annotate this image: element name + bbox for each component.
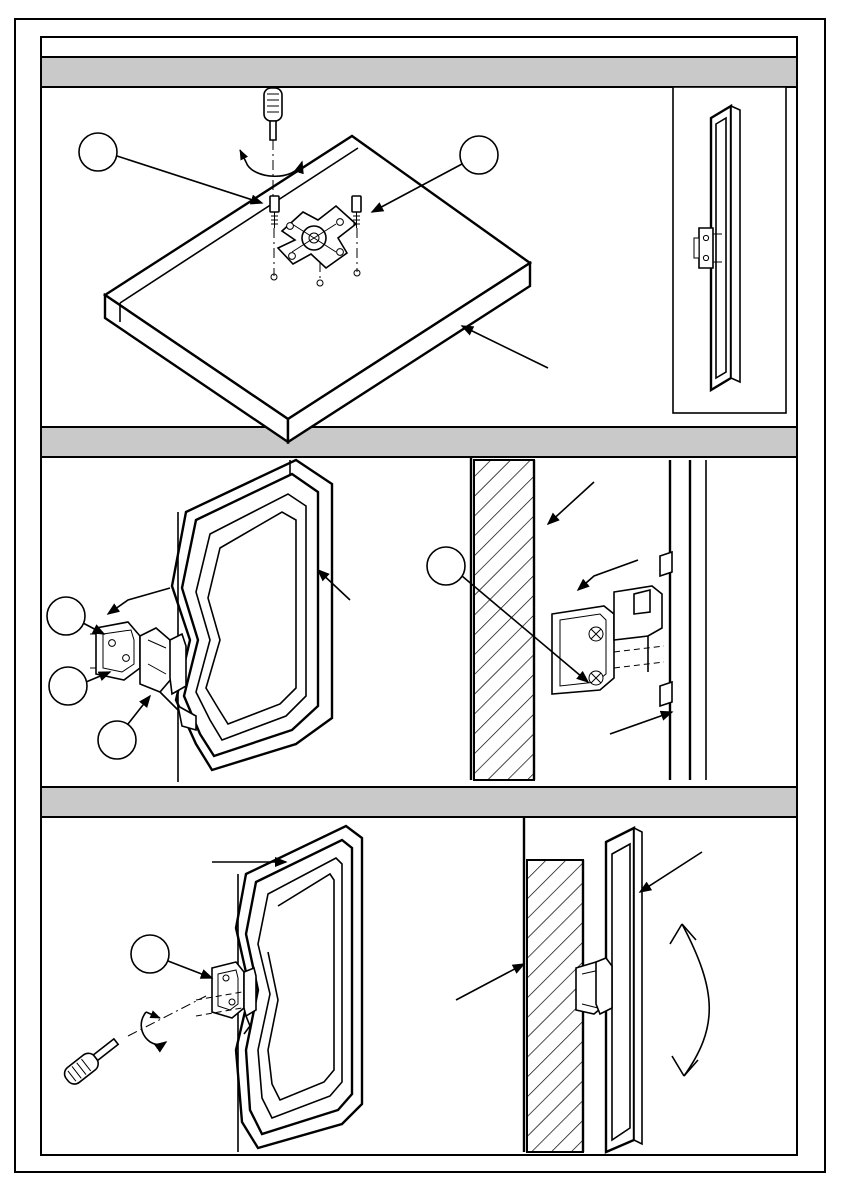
instruction-content-frame — [40, 36, 798, 1156]
step-3-band — [42, 786, 796, 818]
step-1-band — [42, 56, 796, 88]
step-2-band — [42, 426, 796, 458]
